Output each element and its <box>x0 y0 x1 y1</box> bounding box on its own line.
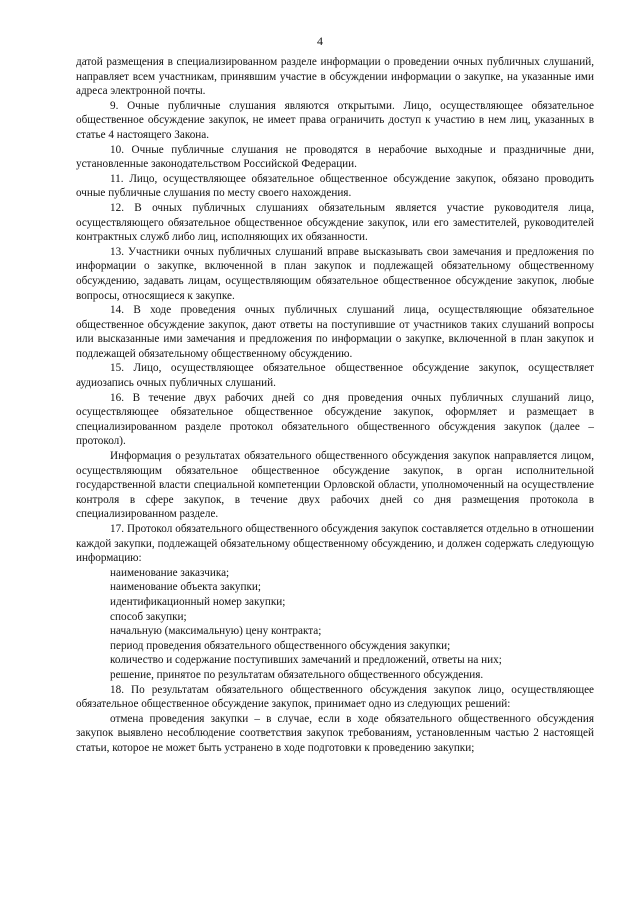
list-item: идентификационный номер закупки; <box>110 595 286 608</box>
paragraph-item-14: 14. В ходе проведения очных публичных слушаний лица, осуществляющие обязательное общественное обсуждение закупок, дают ответы на поступившие от участников таких слушаний вопросы или высказанные ими замечания и предложения по информации о закупке, включенной в план закупок и подлежащей обязательному общественному обсуждению. <box>76 304 594 360</box>
list-item: наименование заказчика; <box>110 566 230 579</box>
list-item: начальную (максимальную) цену контракта; <box>110 625 322 638</box>
paragraph-results-info: Информация о результатах обязательного общественного обсуждения закупок направляется лицом, осуществляющим обязательное общественное обсуждение закупок, в орган исполнительной государственной власти специальной компетенции Орловской области, уполномоченный на осуществление контроля в сфере закупок, в течение двух рабочих дней со дня размещения протокола в специализированном разделе. <box>76 450 594 521</box>
paragraph-item-9: 9. Очные публичные слушания являются открытыми. Лицо, осуществляющее обязательное общественное обсуждение закупок, не имеет права ограничить доступ к участию в нем лиц, указанных в статье 4 настоящего Закона. <box>76 99 594 141</box>
list-item: период проведения обязательного общественного обсуждения закупки; <box>110 639 451 652</box>
document-body <box>76 55 594 756</box>
list-item: способ закупки; <box>110 610 187 623</box>
paragraph-item-10: 10. Очные публичные слушания не проводятся в нерабочие выходные и праздничные дни, установленные законодательством Российской Федерации. <box>76 143 594 171</box>
paragraph-item-18: 18. По результатам обязательного общественного обсуждения закупок лицо, осуществляющее обязательное общественное обсуждение закупок, принимает одно из следующих решений: <box>76 683 594 711</box>
paragraph-item-17: 17. Протокол обязательного общественного обсуждения закупок составляется отдельно в отношении каждой закупки, подлежащей обязательному общественному обсуждению, и должен содержать следующую информацию: <box>76 523 594 565</box>
paragraph-item-11: 11. Лицо, осуществляющее обязательное общественное обсуждение закупок, обязано проводить очные публичные слушания по месту своего нахождения. <box>76 172 594 200</box>
list-item: решение, принятое по результатам обязательного общественного обсуждения. <box>110 668 484 681</box>
paragraph-item-16: 16. В течение двух рабочих дней со дня проведения очных публичных слушаний лицо, осуществляющее обязательное общественное обсуждение закупок, оформляет и размещает в специализированном разделе протокол обязательного общественного обсуждения закупок (далее – протокол). <box>76 391 594 448</box>
list-item: наименование объекта закупки; <box>110 581 262 594</box>
list-item: количество и содержание поступивших замечаний и предложений, ответы на них; <box>110 654 502 667</box>
paragraph-item-12: 12. В очных публичных слушаниях обязательным является участие руководителя лица, осуществляющего обязательное общественное обсуждение закупок, или его заместителей, руководителей контрактных служб либо лиц, исполняющих их обязанности. <box>76 201 594 244</box>
page-number: 4 <box>317 34 323 48</box>
paragraph-item-13: 13. Участники очных публичных слушаний вправе высказывать свои замечания и предложения по информации о закупке, включенной в план закупок и подлежащей обязательному общественному обсуждению, задавать лицам, осуществляющим обязательное общественное обсуждение закупок, любые вопросы, относящиеся к закупке. <box>76 245 594 302</box>
paragraph-decision-cancel: отмена проведения закупки – в случае, если в ходе обязательного общественного обсуждения закупок выявлено несоблюдение соответствия закупок требованиям, установленным частью 2 настоящей статьи, которое не может быть устранено в ходе подготовки к проведению закупки; <box>76 712 594 754</box>
paragraph-item-15: 15. Лицо, осуществляющее обязательное общественное обсуждение закупок, осуществляет аудиозапись очных публичных слушаний. <box>76 362 594 390</box>
paragraph-continuation: датой размещения в специализированном разделе информации о проведении очных публичных слушаний, направляет всем участникам, принявшим участие в обсуждении информации о закупке, на указанные ими адреса электронной почты. <box>76 56 594 98</box>
